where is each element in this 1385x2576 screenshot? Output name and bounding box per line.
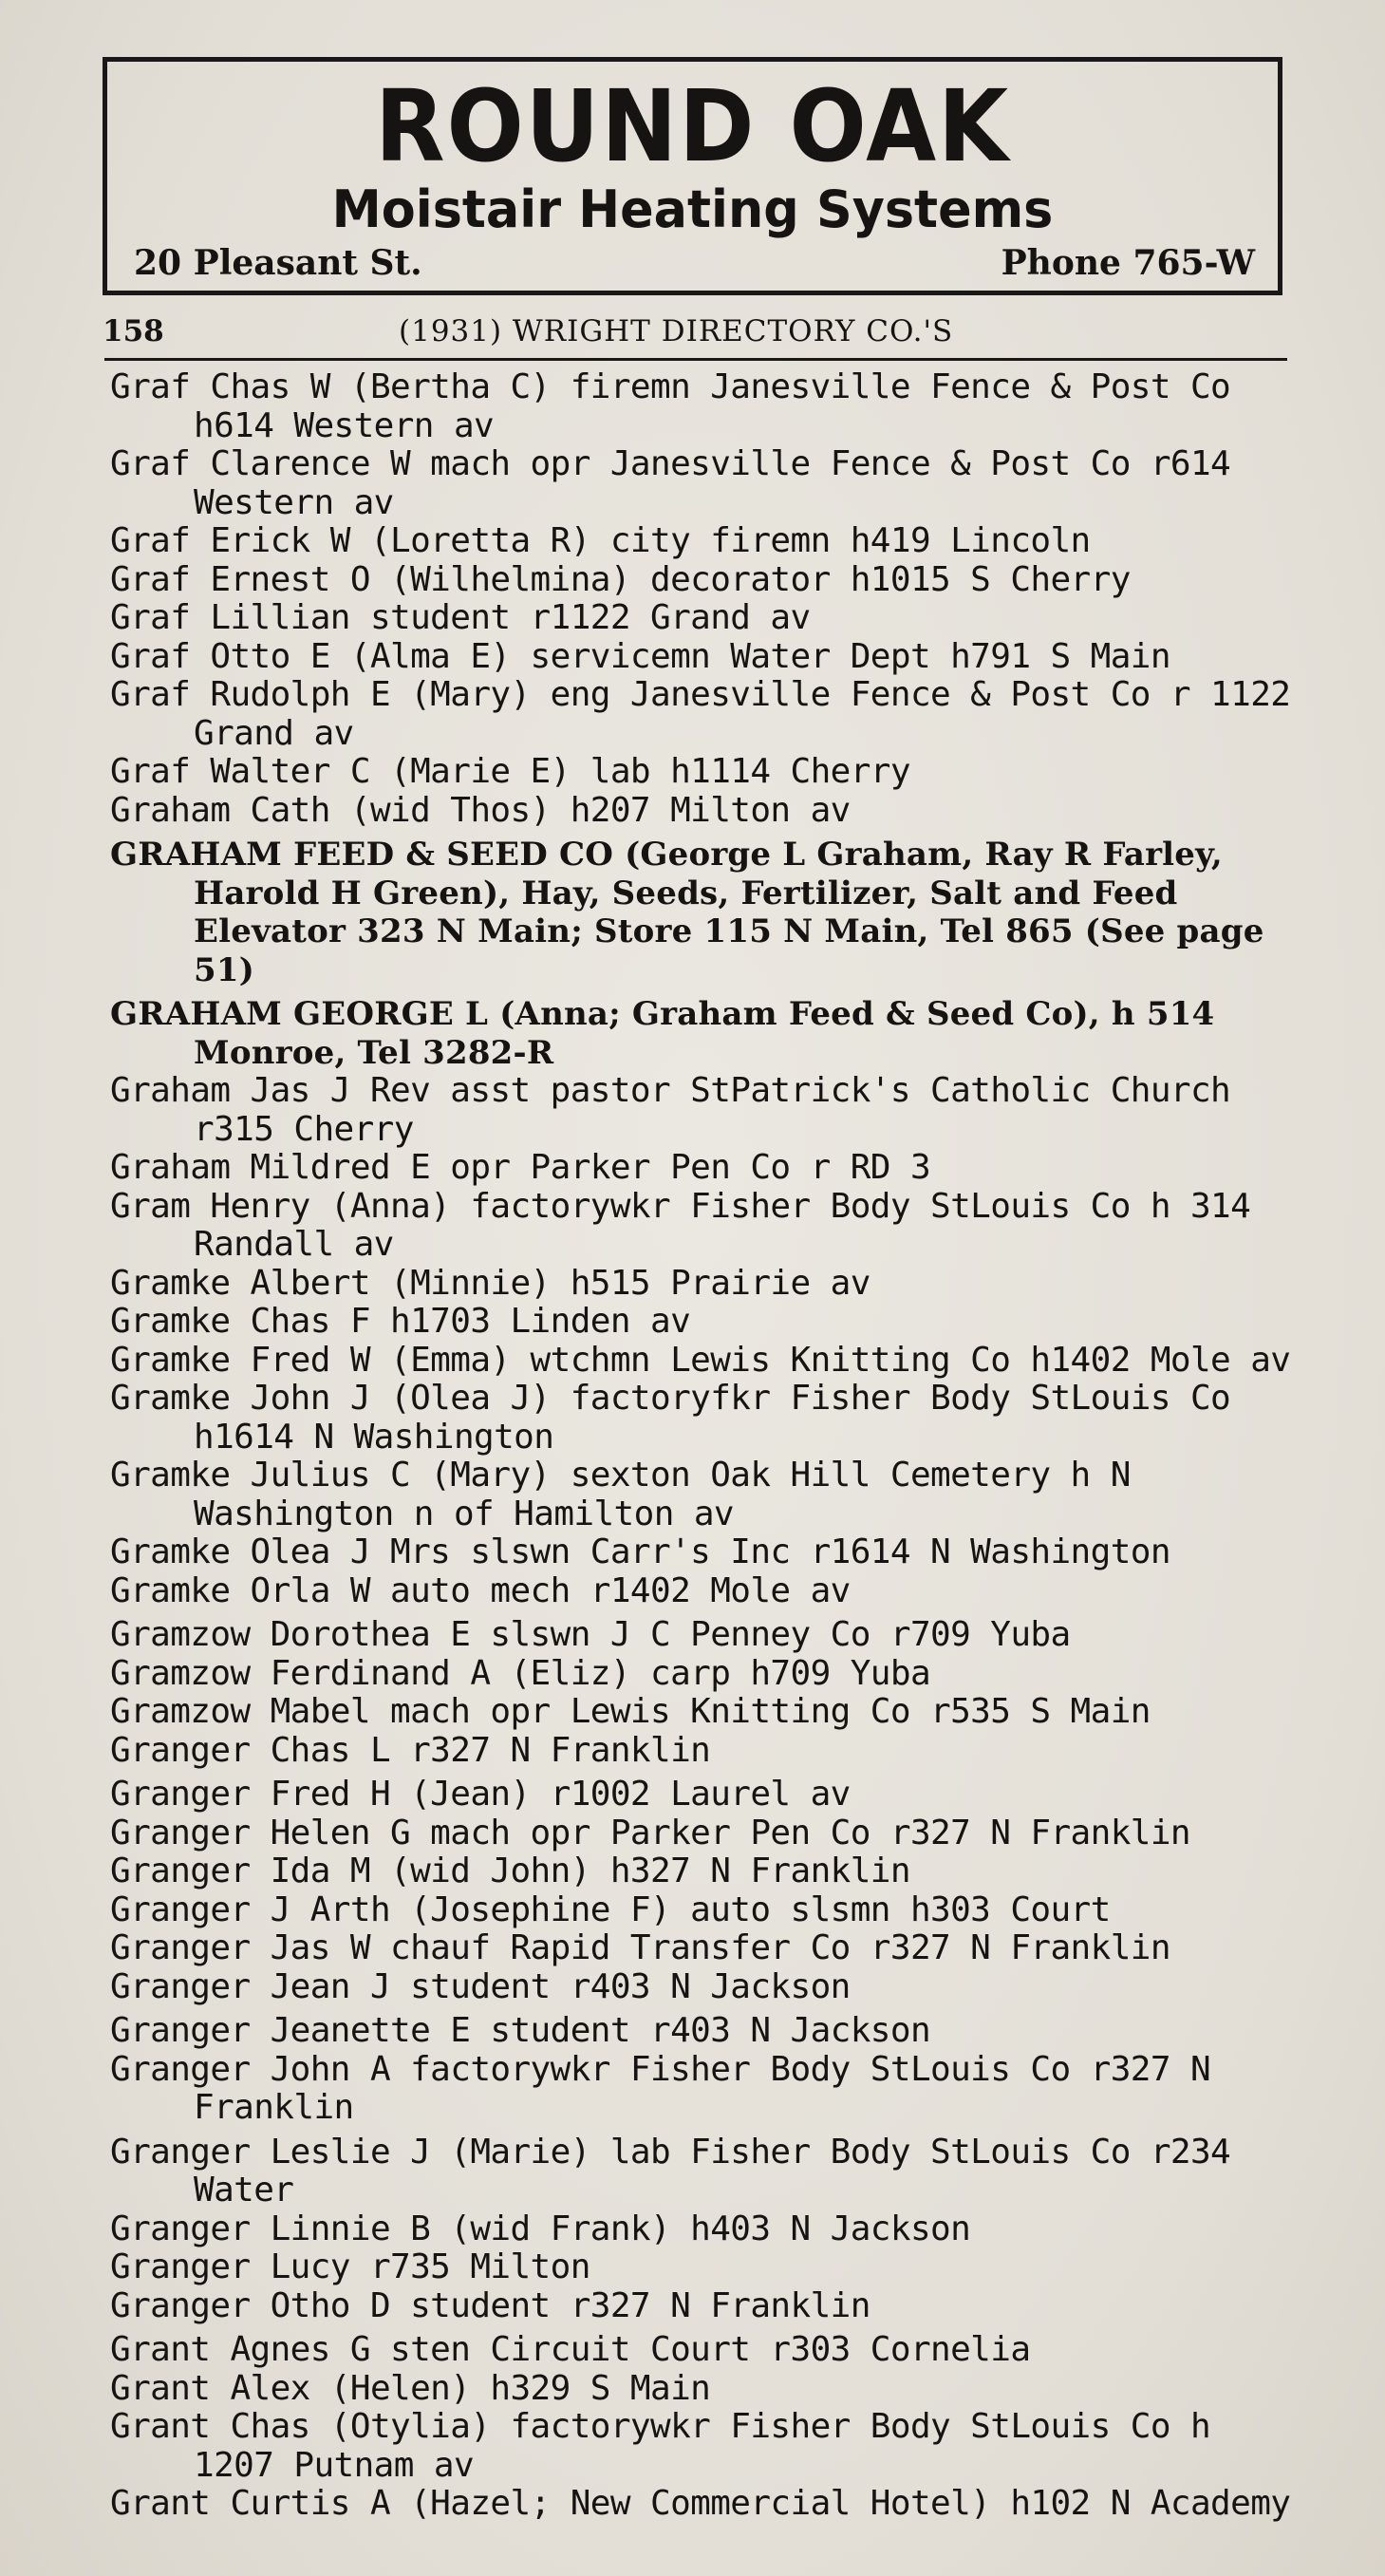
- list-item: Gramke Orla W auto mech r1402 Mole av: [110, 1570, 851, 1610]
- list-item: Granger Otho D student r327 N Franklin: [110, 2285, 870, 2325]
- list-item: Graf Walter C (Marie E) lab h1114 Cherry: [110, 752, 910, 791]
- ad-address: 20 Pleasant St.: [134, 243, 422, 283]
- list-item: Graf Rudolph E (Mary) eng Janesville Fence & Post Co r 1122 Grand av: [110, 675, 1291, 753]
- list-item: Graf Lillian student r1122 Grand av: [110, 598, 811, 637]
- list-item: Grant Agnes G sten Circuit Court r303 Cornelia: [110, 2330, 1031, 2369]
- list-item: Gramke Fred W (Emma) wtchmn Lewis Knitting Co h1402 Mole av: [110, 1340, 1291, 1380]
- ad-subtitle: Moistair Heating Systems: [331, 179, 1054, 239]
- ad-phone: Phone 765-W: [1001, 243, 1255, 283]
- list-item: Granger Chas L r327 N Franklin: [110, 1730, 711, 1770]
- list-item: Granger Ida M (wid John) h327 N Franklin: [110, 1852, 910, 1890]
- list-item: Gramke John J (Olea J) factoryfkr Fisher Body StLouis Co h1614 N Washington: [110, 1379, 1231, 1457]
- bold-listing: GRAHAM GEORGE L (Anna; Graham Feed & Seed Co), h 514 Monroe, Tel 3282-R: [110, 995, 1215, 1072]
- directory-listings: [110, 368, 1297, 2524]
- list-item: Granger Leslie J (Marie) lab Fisher Body StLouis Co r234 Water: [110, 2132, 1231, 2209]
- list-item: Gramzow Mabel mach opr Lewis Knitting Co r535 S Main: [110, 1692, 1151, 1731]
- business-listing: GRAHAM FEED & SEED CO (George L Graham, Ray R Farley, Harold H Green), Hay, Seeds, Fertilizer, Salt and Feed Elevator 323 N Main; Store 115 N Main, Tel 865 (See page 51): [110, 836, 1264, 989]
- running-head: [103, 310, 1289, 353]
- list-item: Graf Ernest O (Wilhelmina) decorator h1015 S Cherry: [110, 559, 1131, 599]
- list-item: Gramke Julius C (Mary) sexton Oak Hill Cemetery h N Washington n of Hamilton av: [110, 1456, 1131, 1533]
- header-rule: [104, 358, 1287, 361]
- list-item: Grant Alex (Helen) h329 S Main: [110, 2368, 711, 2408]
- list-item: Granger Lucy r735 Milton: [110, 2247, 590, 2286]
- list-item: Graf Chas W (Bertha C) firemn Janesville Fence & Post Co h614 Western av: [110, 367, 1231, 445]
- list-item: Gram Henry (Anna) factorywkr Fisher Body StLouis Co h 314 Randall av: [110, 1186, 1251, 1264]
- list-item: Granger Jean J student r403 N Jackson: [110, 1966, 851, 2006]
- list-item: Granger Jeanette E student r403 N Jackson: [110, 2011, 931, 2050]
- list-item: Grant Chas (Otylia) factorywkr Fisher Body StLouis Co h 1207 Putnam av: [110, 2407, 1211, 2485]
- list-item: Gramke Olea J Mrs slswn Carr's Inc r1614 N Washington: [110, 1532, 1170, 1571]
- list-item: Graf Otto E (Alma E) servicemn Water Dept h791 S Main: [110, 636, 1170, 676]
- list-item: Granger Fred H (Jean) r1002 Laurel av: [110, 1775, 851, 1814]
- list-item: Graham Jas J Rev asst pastor StPatrick's Catholic Church r315 Cherry: [110, 1071, 1231, 1149]
- list-item: Granger John A factorywkr Fisher Body StLouis Co r327 N Franklin: [110, 2049, 1211, 2127]
- list-item: Grant Curtis A (Hazel; New Commercial Hotel) h102 N Academy: [110, 2484, 1291, 2523]
- list-item: Gramzow Ferdinand A (Eliz) carp h709 Yuba: [110, 1653, 931, 1693]
- list-item: Granger J Arth (Josephine F) auto slsmn h303 Court: [110, 1890, 1111, 1929]
- list-item: Granger Helen G mach opr Parker Pen Co r327 N Franklin: [110, 1813, 1190, 1852]
- list-item: Graham Cath (wid Thos) h207 Milton av: [110, 790, 851, 830]
- page-number: 158: [103, 314, 164, 348]
- list-item: Graham Mildred E opr Parker Pen Co r RD 3: [110, 1148, 931, 1187]
- list-item: Graf Clarence W mach opr Janesville Fence & Post Co r614 Western av: [110, 444, 1231, 522]
- list-item: Granger Jas W chauf Rapid Transfer Co r327 N Franklin: [110, 1928, 1170, 1967]
- running-title: (1931) WRIGHT DIRECTORY CO.'S: [399, 314, 954, 348]
- list-item: Gramzow Dorothea E slswn J C Penney Co r709 Yuba: [110, 1615, 1071, 1654]
- list-item: Graf Erick W (Loretta R) city firemn h419 Lincoln: [110, 521, 1091, 560]
- list-item: Gramke Albert (Minnie) h515 Prairie av: [110, 1263, 870, 1303]
- ad-title: ROUND OAK: [374, 68, 1011, 184]
- advertisement-box: [103, 57, 1282, 295]
- list-item: Granger Linnie B (wid Frank) h403 N Jackson: [110, 2209, 971, 2248]
- list-item: Gramke Chas F h1703 Linden av: [110, 1302, 691, 1341]
